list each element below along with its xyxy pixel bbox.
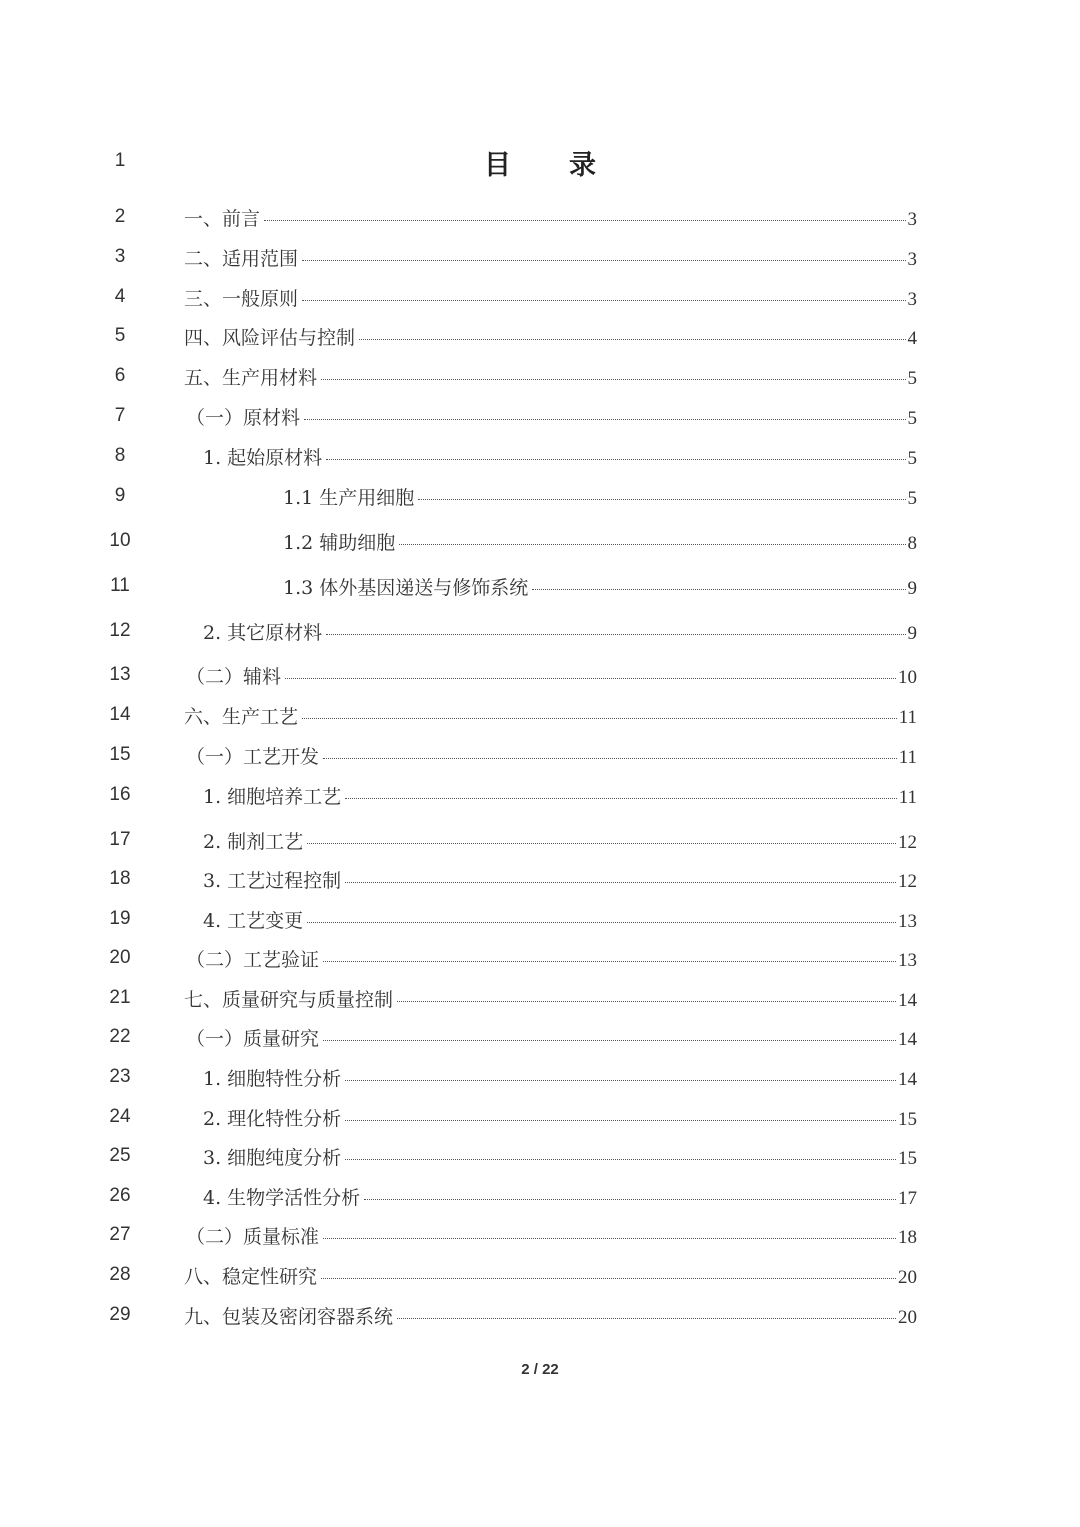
- toc-entry[interactable]: [203, 443, 917, 470]
- toc-entry-label: 2. 理化特性分析: [203, 1108, 342, 1130]
- line-number: 24: [109, 1106, 131, 1127]
- toc-entry-page: 14: [898, 1069, 917, 1090]
- toc-entry-page: 11: [898, 747, 917, 768]
- toc-entry-page: 15: [898, 1148, 917, 1169]
- toc-leader-dots: [399, 544, 905, 545]
- toc-entry-label: 三、一般原则: [184, 288, 299, 310]
- toc-entry-label: 1.1 生产用细胞: [283, 487, 415, 509]
- toc-entry-label: 2. 制剂工艺: [203, 831, 304, 853]
- toc-entry-label: 4. 生物学活性分析: [203, 1187, 361, 1209]
- toc-entry-label: 1. 起始原材料: [203, 447, 323, 469]
- toc-entry-page: 5: [907, 368, 917, 389]
- line-number: 12: [109, 620, 131, 641]
- line-number: 23: [109, 1066, 131, 1087]
- line-number: 3: [114, 246, 126, 267]
- line-number: 13: [109, 664, 131, 685]
- page-title: 目 录: [483, 150, 621, 181]
- toc-leader-dots: [397, 1318, 896, 1319]
- toc-leader-dots: [532, 589, 905, 590]
- line-number: 18: [109, 868, 131, 889]
- toc-entry-label: 4. 工艺变更: [203, 910, 304, 932]
- toc-entry[interactable]: [203, 1064, 917, 1091]
- line-number: 11: [110, 575, 130, 596]
- toc-entry[interactable]: [203, 1104, 917, 1131]
- toc-leader-dots: [359, 339, 905, 340]
- line-number: 15: [109, 744, 131, 765]
- toc-entry[interactable]: [203, 827, 917, 854]
- toc-entry-label: （二）质量标准: [186, 1226, 320, 1248]
- line-number: 20: [109, 947, 131, 968]
- line-number: 1: [114, 150, 126, 171]
- toc-entry-label: 3. 细胞纯度分析: [203, 1147, 342, 1169]
- toc-entry-page: 5: [907, 448, 917, 469]
- toc-entry-page: 8: [907, 533, 917, 554]
- toc-entry-label: 八、稳定性研究: [184, 1266, 318, 1288]
- toc-entry[interactable]: [184, 1262, 917, 1289]
- toc-entry-page: 13: [898, 911, 917, 932]
- toc-entry[interactable]: [184, 284, 917, 311]
- toc-entry[interactable]: [184, 985, 917, 1012]
- line-number: 4: [114, 286, 126, 307]
- toc-entry-label: 2. 其它原材料: [203, 622, 323, 644]
- toc-entry-page: 18: [898, 1227, 917, 1248]
- toc-entry-page: 11: [898, 787, 917, 808]
- toc-entry[interactable]: [283, 483, 917, 510]
- toc-leader-dots: [323, 1238, 896, 1239]
- line-number: 8: [114, 445, 126, 466]
- line-number: 6: [114, 365, 126, 386]
- line-number: 2: [114, 206, 126, 227]
- toc-entry-page: 13: [898, 950, 917, 971]
- line-number: 16: [109, 784, 131, 805]
- toc-entry-label: 二、适用范围: [184, 248, 299, 270]
- toc-entry-label: 1.3 体外基因递送与修饰系统: [283, 577, 529, 599]
- toc-leader-dots: [345, 1080, 896, 1081]
- line-number: 10: [109, 530, 131, 551]
- toc-entry-label: 四、风险评估与控制: [184, 327, 356, 349]
- toc-entry-label: 3. 工艺过程控制: [203, 870, 342, 892]
- toc-entry-page: 17: [898, 1188, 917, 1209]
- toc-leader-dots: [345, 798, 897, 799]
- toc-entry-label: （二）辅料: [186, 666, 282, 688]
- toc-entry[interactable]: [186, 1222, 917, 1249]
- toc-entry[interactable]: [203, 782, 917, 809]
- toc-leader-dots: [304, 419, 905, 420]
- toc-entry-page: 9: [907, 623, 917, 644]
- line-number: 26: [109, 1185, 131, 1206]
- toc-entry[interactable]: [186, 1024, 917, 1051]
- toc-entry-page: 5: [907, 488, 917, 509]
- toc-leader-dots: [302, 260, 905, 261]
- toc-entry-page: 10: [898, 667, 917, 688]
- toc-entry-label: （一）工艺开发: [186, 746, 320, 768]
- toc-entry[interactable]: [186, 742, 917, 769]
- toc-leader-dots: [323, 1040, 896, 1041]
- toc-entry-label: 1. 细胞培养工艺: [203, 786, 342, 808]
- toc-entry-page: 9: [907, 578, 917, 599]
- toc-leader-dots: [418, 499, 905, 500]
- toc-entry-label: 九、包装及密闭容器系统: [184, 1306, 394, 1328]
- toc-leader-dots: [345, 882, 896, 883]
- toc-entry[interactable]: [186, 662, 917, 689]
- line-number: 9: [114, 485, 126, 506]
- toc-entry[interactable]: [283, 528, 917, 555]
- toc-entry-page: 14: [898, 990, 917, 1011]
- toc-entry-label: （二）工艺验证: [186, 949, 320, 971]
- toc-entry-page: 3: [907, 209, 917, 230]
- line-number: 22: [109, 1026, 131, 1047]
- toc-entry[interactable]: [203, 866, 917, 893]
- toc-leader-dots: [302, 718, 897, 719]
- toc-leader-dots: [264, 220, 905, 221]
- page-footer: 2 / 22: [521, 1361, 559, 1378]
- line-number: 28: [109, 1264, 131, 1285]
- toc-leader-dots: [307, 843, 896, 844]
- toc-entry-label: （一）原材料: [186, 407, 301, 429]
- toc-leader-dots: [345, 1120, 896, 1121]
- toc-leader-dots: [323, 758, 897, 759]
- toc-entry-label: 五、生产用材料: [184, 367, 318, 389]
- toc-entry[interactable]: [283, 573, 917, 600]
- line-number: 7: [114, 405, 126, 426]
- toc-leader-dots: [321, 379, 905, 380]
- toc-leader-dots: [326, 634, 905, 635]
- toc-entry-label: （一）质量研究: [186, 1028, 320, 1050]
- toc-leader-dots: [326, 459, 905, 460]
- toc-entry[interactable]: [184, 204, 917, 231]
- line-number: 21: [109, 987, 131, 1008]
- toc-leader-dots: [302, 300, 905, 301]
- toc-entry[interactable]: [184, 363, 917, 390]
- toc-entry[interactable]: [203, 1183, 917, 1210]
- toc-leader-dots: [307, 922, 896, 923]
- toc-leader-dots: [397, 1001, 896, 1002]
- toc-entry[interactable]: [186, 945, 917, 972]
- toc-entry-page: 14: [898, 1029, 917, 1050]
- toc-leader-dots: [364, 1199, 896, 1200]
- line-number: 5: [114, 325, 126, 346]
- toc-entry-page: 4: [907, 328, 917, 349]
- toc-entry-page: 5: [907, 408, 917, 429]
- toc-entry-page: 3: [907, 289, 917, 310]
- toc-entry-page: 12: [898, 871, 917, 892]
- toc-leader-dots: [285, 678, 896, 679]
- toc-entry-page: 11: [898, 707, 917, 728]
- toc-leader-dots: [345, 1159, 896, 1160]
- line-number: 17: [109, 829, 131, 850]
- toc-entry-label: 七、质量研究与质量控制: [184, 989, 394, 1011]
- toc-entry[interactable]: [184, 323, 917, 350]
- toc-entry[interactable]: [203, 1143, 917, 1170]
- line-number: 14: [109, 704, 131, 725]
- toc-leader-dots: [321, 1278, 896, 1279]
- toc-entry[interactable]: [186, 403, 917, 430]
- line-number: 25: [109, 1145, 131, 1166]
- toc-entry-page: 15: [898, 1109, 917, 1130]
- line-number: 27: [109, 1224, 131, 1245]
- line-number: 29: [109, 1304, 131, 1325]
- line-number: 19: [109, 908, 131, 929]
- toc-entry-label: 六、生产工艺: [184, 706, 299, 728]
- toc-entry-label: 1.2 辅助细胞: [283, 532, 396, 554]
- toc-entry[interactable]: [184, 244, 917, 271]
- toc-entry-label: 1. 细胞特性分析: [203, 1068, 342, 1090]
- toc-entry-label: 一、前言: [184, 208, 261, 230]
- toc-entry[interactable]: [203, 906, 917, 933]
- toc-entry-page: 3: [907, 249, 917, 270]
- toc-entry-page: 12: [898, 832, 917, 853]
- toc-entry[interactable]: [203, 618, 917, 645]
- toc-leader-dots: [323, 961, 896, 962]
- toc-entry[interactable]: [184, 702, 917, 729]
- toc-entry[interactable]: [184, 1302, 917, 1329]
- toc-entry-page: 20: [898, 1307, 917, 1328]
- toc-entry-page: 20: [898, 1267, 917, 1288]
